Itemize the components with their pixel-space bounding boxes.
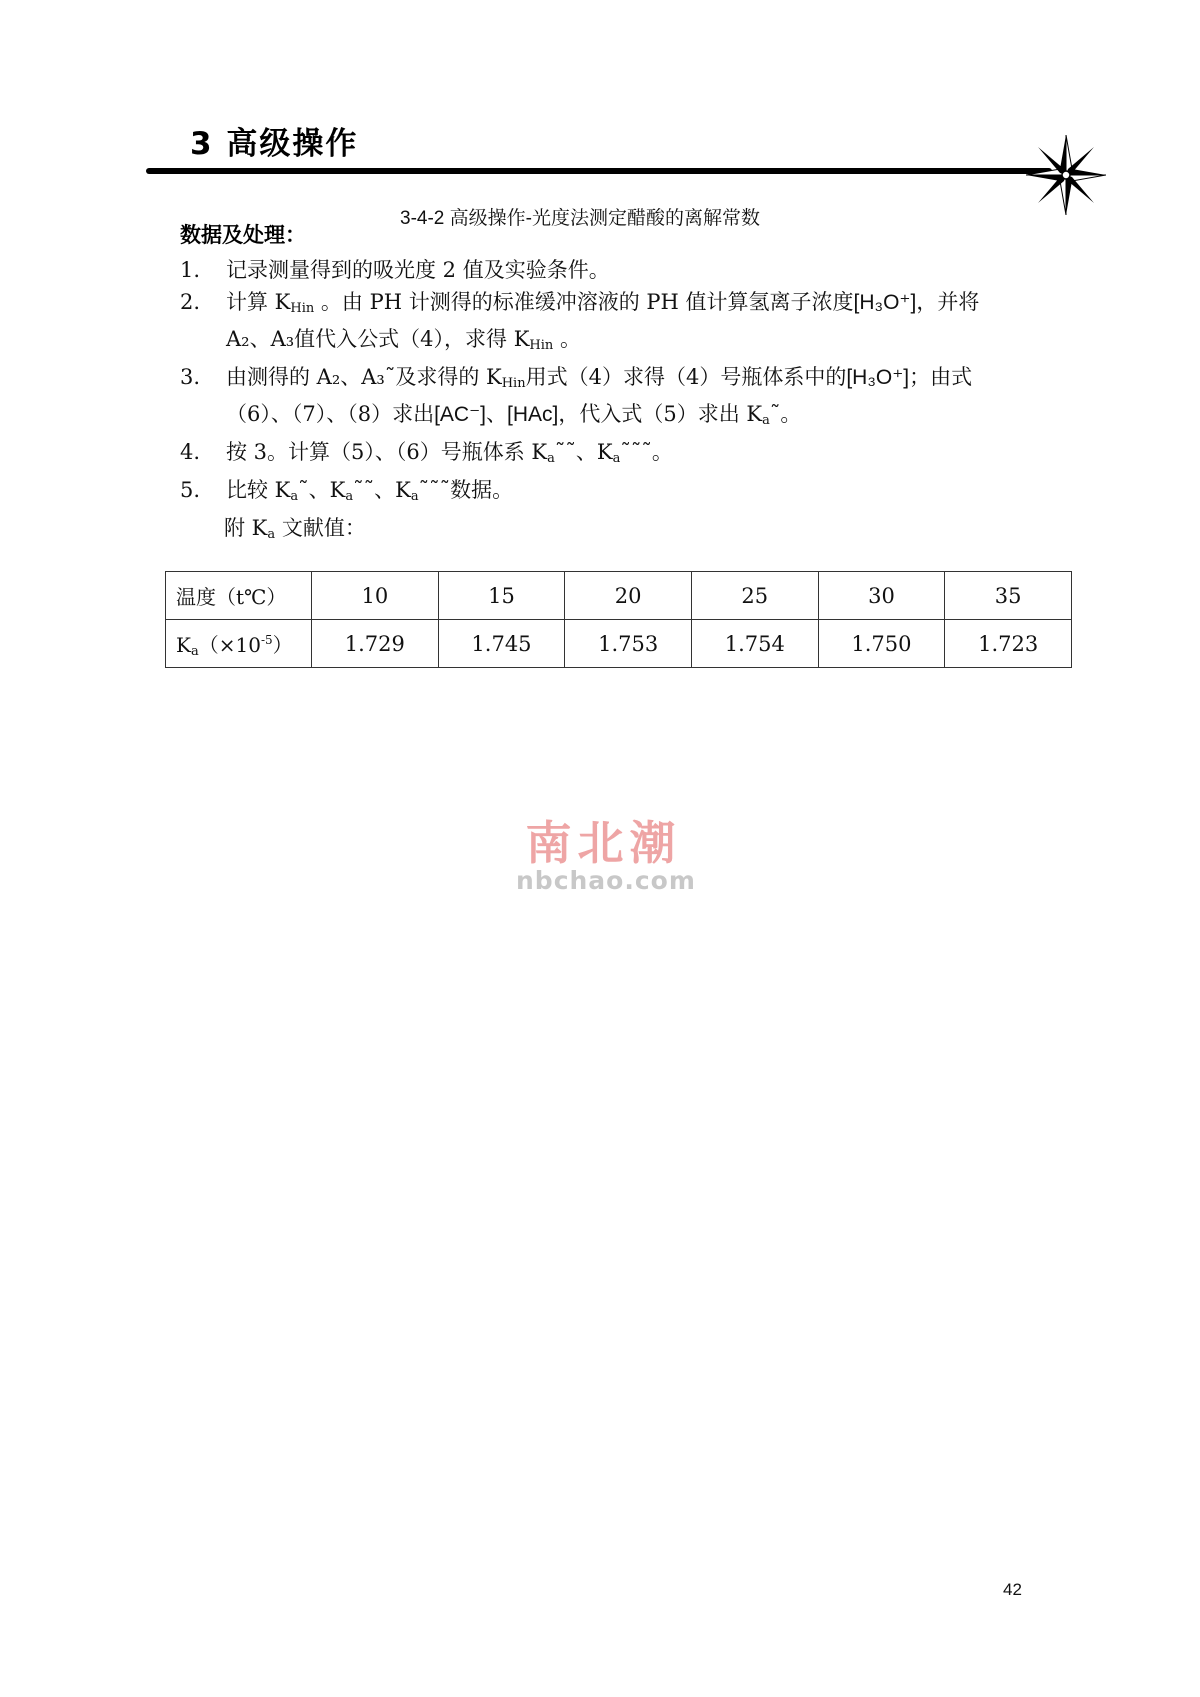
step-text	[226, 437, 1040, 474]
header-rule	[146, 168, 1052, 174]
step-text-part: ，并将	[916, 290, 980, 314]
list-item	[180, 475, 1040, 512]
step-text-part: 计算 K	[226, 290, 291, 314]
subscript: a	[762, 413, 770, 428]
step-text-part: 用式（4）求得（4）号瓶体系中的	[525, 365, 847, 389]
step-text-part: ˜。	[769, 402, 802, 426]
formula: [AC⁻]、[HAc]	[434, 403, 559, 426]
table-cell: 30	[818, 572, 945, 620]
header-part: K	[176, 632, 191, 657]
table-header-cell	[166, 620, 312, 668]
table-header-cell: 温度（t℃）	[166, 572, 312, 620]
steps-list	[180, 255, 1040, 513]
step-text-part: 。由 PH 计测得的标准缓冲溶液的 PH 值计算氢离子浓度	[314, 290, 854, 314]
watermark-cn: 南北潮	[525, 816, 682, 870]
formula: [H₃O⁺]	[853, 291, 917, 314]
table-cell: 15	[438, 572, 565, 620]
table-cell: 1.750	[818, 620, 945, 668]
step-number: 4.	[180, 440, 201, 464]
formula: [H₃O⁺]	[846, 366, 910, 389]
step-text-part: ；由式	[909, 365, 973, 389]
subscript: a	[290, 489, 299, 504]
step-text-part: ˜˜˜。	[620, 440, 673, 464]
step-text: 记录测量得到的吸光度 2 值及实验条件。	[226, 258, 610, 282]
reference-label-part: 附 K	[224, 516, 268, 540]
reference-label-part: 文献值：	[275, 516, 366, 540]
list-item	[180, 255, 1040, 286]
subscript: a	[547, 451, 555, 466]
step-text-part: ˜、K	[298, 478, 346, 502]
step-text	[226, 362, 1040, 436]
subscript: a	[345, 489, 354, 504]
chapter-title: 3 高级操作	[190, 126, 359, 162]
watermark	[516, 816, 696, 895]
content-heading: 数据及处理：	[180, 222, 306, 247]
table-cell: 20	[565, 572, 692, 620]
step-text-part: 。	[553, 327, 581, 351]
table-cell: 25	[691, 572, 818, 620]
table-cell: 35	[945, 572, 1072, 620]
list-item	[180, 437, 1040, 474]
table-cell: 1.754	[691, 620, 818, 668]
step-number: 3.	[180, 365, 201, 389]
header-part: ）	[272, 632, 293, 657]
table-cell: 10	[312, 572, 439, 620]
step-text-part: A₂、A₃值代入公式（4），求得 K	[226, 327, 530, 351]
step-text-part: 按 3。计算（5）、（6）号瓶体系 K	[226, 440, 548, 464]
list-item	[180, 287, 1040, 361]
step-text-part: （6）、（7）、（8）求出	[226, 402, 435, 426]
section-label: 3-4-2 高级操作-光度法测定醋酸的离解常数	[400, 208, 760, 229]
step-number: 5.	[180, 478, 201, 502]
table-cell: 1.745	[438, 620, 565, 668]
step-text	[226, 475, 1040, 512]
subscript: Hin	[501, 376, 526, 391]
watermark-en: nbchao.com	[516, 866, 696, 895]
list-item	[180, 362, 1040, 436]
step-number: 2.	[180, 290, 201, 314]
ka-reference-table	[165, 571, 1072, 668]
subscript: a	[190, 643, 199, 659]
subscript: Hin	[290, 301, 315, 316]
table-cell: 1.729	[312, 620, 439, 668]
subscript: a	[267, 527, 276, 542]
table-row	[166, 572, 1072, 620]
step-text	[226, 287, 1040, 361]
compass-star-icon	[1026, 135, 1106, 215]
step-text-part: ，代入式（5）求出 K	[558, 402, 763, 426]
table-row	[166, 620, 1072, 668]
subscript: a	[410, 489, 419, 504]
step-number: 1.	[180, 258, 201, 282]
step-text-part: ˜˜、K	[353, 478, 411, 502]
page-number: 42	[1003, 1580, 1022, 1599]
table-cell: 1.753	[565, 620, 692, 668]
superscript: -5	[260, 632, 273, 647]
reference-label	[224, 512, 366, 542]
step-text-part: 由测得的 A₂、A₃˜及求得的 K	[226, 365, 502, 389]
table-cell: 1.723	[945, 620, 1072, 668]
subscript: Hin	[529, 338, 554, 353]
step-text-part: 比较 K	[226, 478, 291, 502]
subscript: a	[612, 451, 621, 466]
step-text-part: ˜˜、K	[554, 440, 613, 464]
step-text-part: ˜˜˜数据。	[418, 478, 514, 502]
header-part: （×10	[198, 632, 261, 657]
